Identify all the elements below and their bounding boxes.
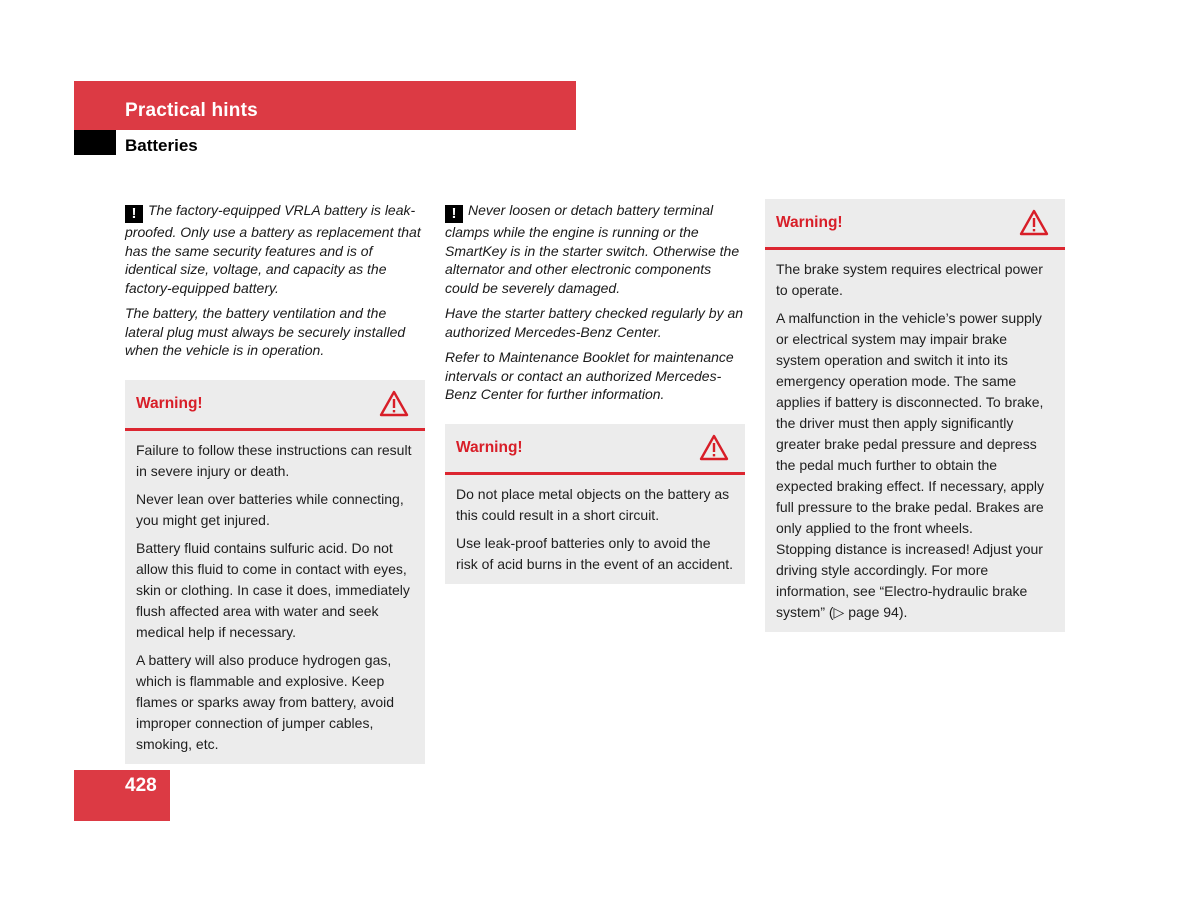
warning-paragraph: A battery will also produce hydrogen gas, which is flammable and explosive. Keep flames or sparks away from battery, avoid improper connection of jumper cables, smoking, etc. <box>136 651 395 752</box>
section-marker <box>74 130 116 155</box>
warning-header <box>765 199 1065 250</box>
warning-triangle-icon <box>1019 209 1049 236</box>
warning-title: Warning! <box>456 438 523 456</box>
warning-paragraph: Failure to follow these instructions can result in severe injury or death. <box>136 441 412 479</box>
column-2 <box>445 201 745 584</box>
warning-header <box>125 380 425 431</box>
exclamation-square-icon: ! <box>445 205 463 223</box>
page-number: 428 <box>125 775 157 796</box>
note-text: Refer to Maintenance Booklet for maintenance intervals or contact an authorized Mercedes-Benz Center for further information. <box>445 349 734 402</box>
column-1 <box>125 201 425 764</box>
warning-paragraph: Battery fluid contains sulfuric acid. Do not allow this fluid to come in contact with eyes, skin or clothing. In case it does, immediately flush affected area with water and seek medical help if necessary. <box>136 539 410 640</box>
warning-paragraph: The brake system requires electrical power to operate. <box>776 261 1043 298</box>
warning-triangle-icon <box>379 390 409 417</box>
warning-title: Warning! <box>136 394 203 412</box>
warning-title: Warning! <box>776 214 843 231</box>
warning-paragraph: Stopping distance is increased! Adjust your driving style accordingly. For more information, see “Electro-hydraulic brake system” (▷ page 94). <box>776 541 1043 620</box>
page-title: Practical hints <box>125 100 258 121</box>
section-title: Batteries <box>125 136 198 155</box>
column-3 <box>765 199 1065 632</box>
warning-paragraph: Never lean over batteries while connecting, you might get injured. <box>136 490 404 528</box>
warning-body <box>765 250 1065 632</box>
notice-note: ! Never loosen or detach battery terminal clamps while the engine is running or the SmartKey is in the starter switch. Otherwise the alternator and other electronic components could be severely damaged. <box>445 202 740 296</box>
warning-box <box>125 380 425 764</box>
warning-paragraph: A malfunction in the vehicle’s power supply or electrical system may impair brake system operation and switch it into its emergency operation mode. The same applies if battery is disconnected. To brake, the driver must then apply significantly greater brake pedal pressure and depress the pedal much further to obtain the expected braking effect. If necessary, apply full pressure to the brake pedal. Brakes are only applied to the front wheels. <box>776 310 1044 536</box>
warning-body <box>445 475 745 584</box>
warning-body <box>125 431 425 764</box>
warning-triangle-icon <box>699 434 729 461</box>
warning-header <box>445 424 745 475</box>
note-text: The battery, the battery ventilation and the lateral plug must always be securely installed when the vehicle is in operation. <box>125 305 406 358</box>
warning-paragraph: Use leak-proof batteries only to avoid the risk of acid burns in the event of an accident. <box>456 534 734 572</box>
exclamation-square-icon: ! <box>125 205 143 223</box>
warning-box <box>765 199 1065 632</box>
warning-paragraph: Do not place metal objects on the battery as this could result in a short circuit. <box>456 485 730 523</box>
note-text: Have the starter battery checked regularly by an authorized Mercedes-Benz Center. <box>445 305 744 340</box>
warning-box <box>445 424 745 584</box>
notice-note: ! The factory-equipped VRLA battery is leak-proofed. Only use a battery as replacement that has the same security features and is of identical size, voltage, and capacity as the factory-equipped battery. <box>125 202 421 296</box>
